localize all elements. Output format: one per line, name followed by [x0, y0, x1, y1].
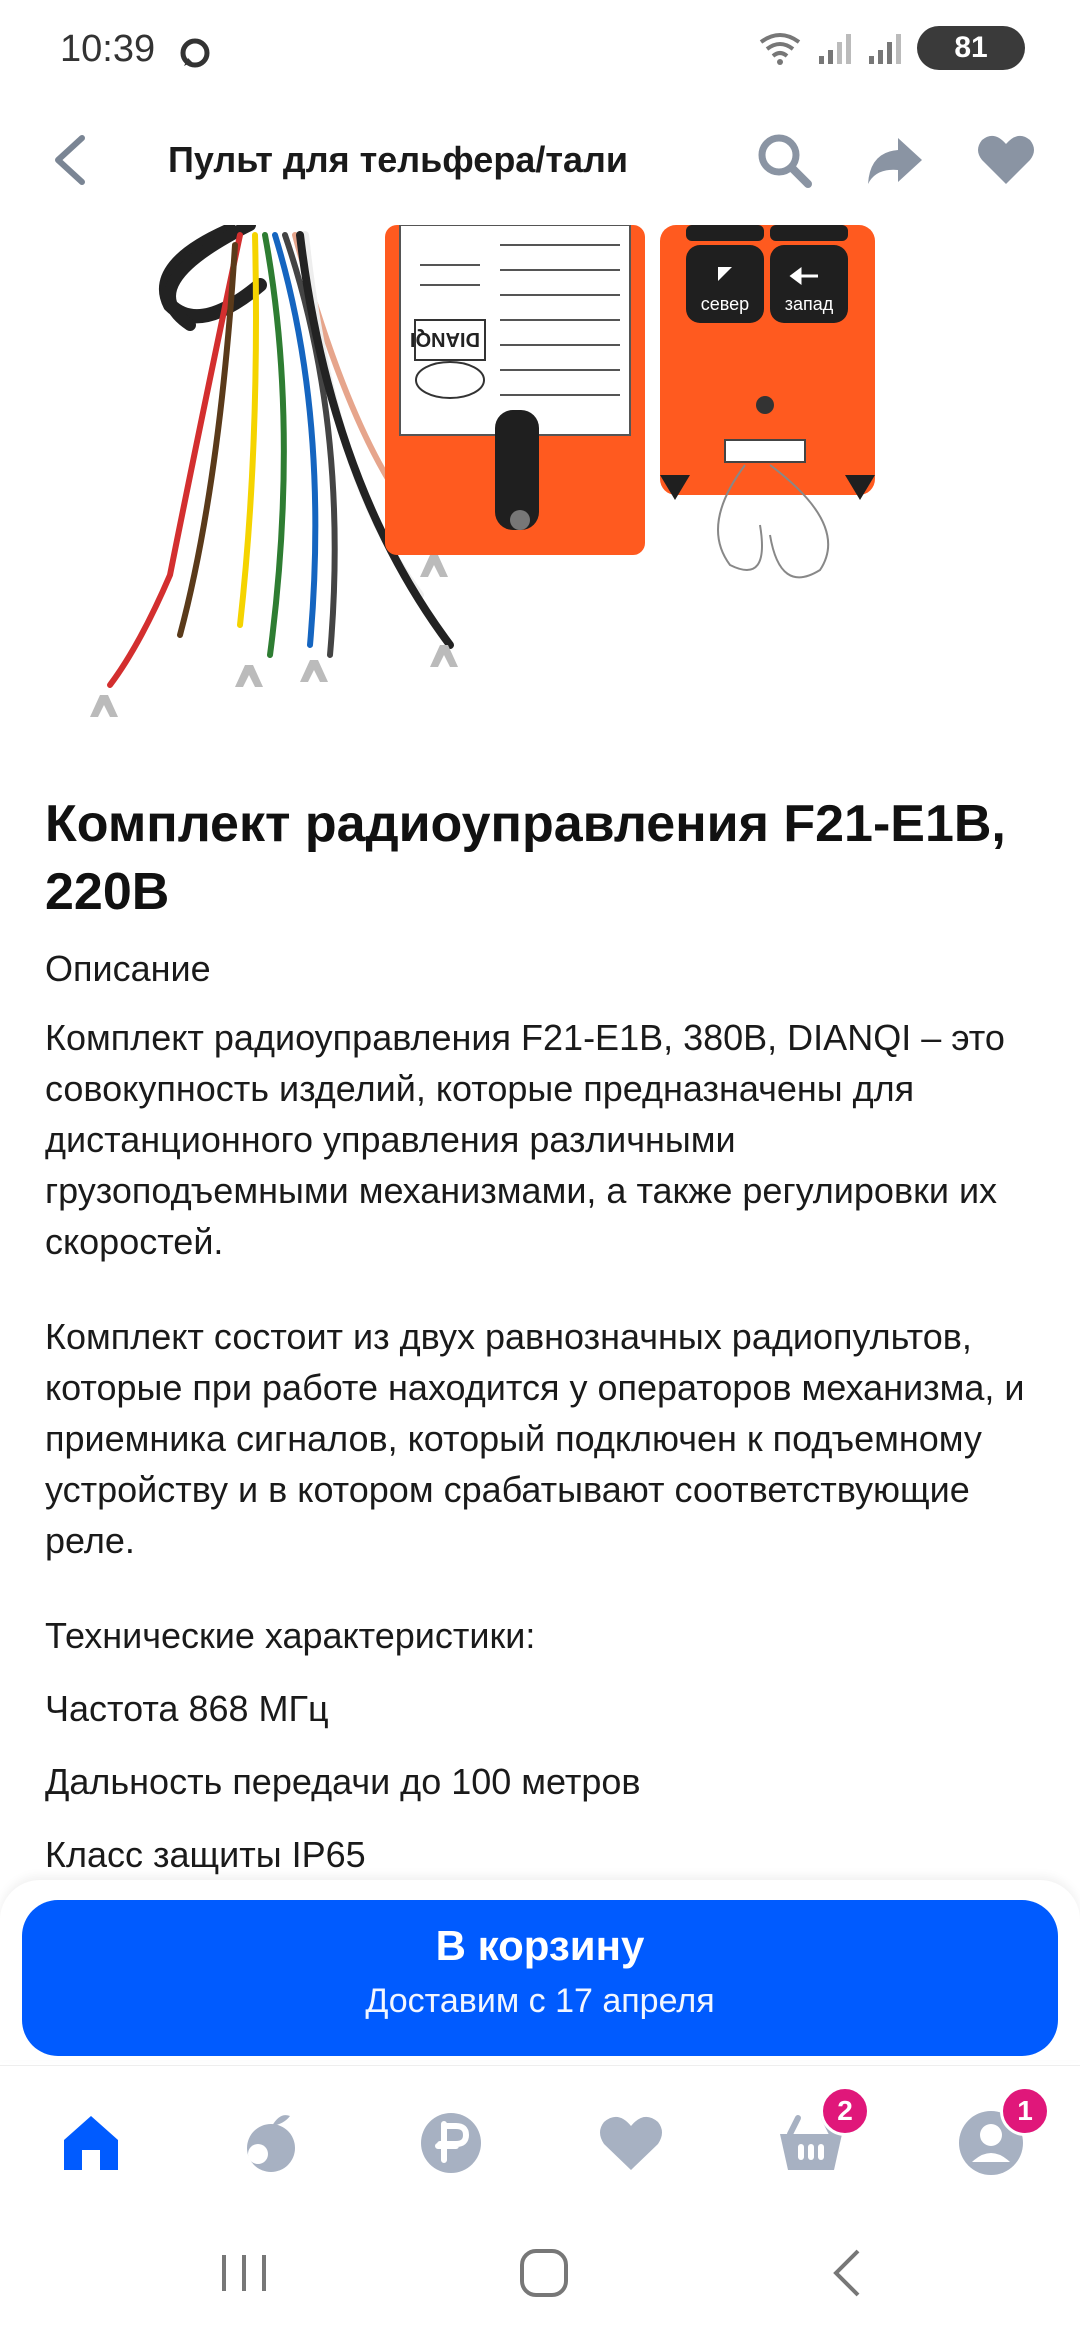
signal-icon-2: [867, 30, 903, 66]
description-paragraph: Комплект радиоуправления F21-E1B, 380В, DIANQI – это совокупность изделий, которые предназначены для дистанционного управления различными грузоподъемными механизмами, а также регулировки их скоростей.: [45, 1017, 1005, 1262]
product-title: Комплект радиоуправления F21-E1B, 220В: [45, 795, 1006, 921]
battery-level: 81: [954, 31, 988, 64]
favorite-heart-icon[interactable]: [974, 128, 1038, 192]
cart-nav-item[interactable]: [776, 2095, 853, 2178]
product-description: [45, 790, 1040, 1902]
clock: 10:39: [60, 28, 156, 70]
wifi-icon: [757, 30, 803, 66]
add-to-cart-label: В корзину: [435, 1922, 645, 1969]
button-right-label: запад: [784, 294, 834, 314]
button-left-label: север: [700, 294, 750, 314]
home-button-icon[interactable]: [514, 2243, 574, 2303]
spec-item: Дальность передачи до 100 метров: [45, 1761, 641, 1802]
status-bar: [0, 0, 1080, 100]
favorites-heart-icon[interactable]: [596, 2108, 666, 2178]
section-heading: Описание: [45, 948, 211, 989]
description-paragraph: Комплект состоит из двух равнозначных радиопультов, которые при работе находится у операторов механизма, и приемника сигналов, который подключен к подъемному устройству и в котором срабатывают соответствующие реле.: [45, 1316, 1025, 1561]
bottom-navigation: [0, 2065, 1080, 2206]
cart-count-badge: 2: [820, 2086, 870, 2136]
page-title: Пульт для тельфера/тали: [168, 139, 628, 180]
search-icon[interactable]: [752, 128, 816, 192]
system-navigation-bar: [0, 2205, 1080, 2340]
recent-apps-icon[interactable]: [214, 2243, 274, 2303]
fresh-apple-icon[interactable]: [236, 2108, 306, 2178]
add-to-cart-button[interactable]: [22, 1900, 1058, 2056]
signal-icon-1: [817, 30, 853, 66]
battery-indicator: [917, 26, 1025, 70]
profile-nav-item[interactable]: [956, 2095, 1033, 2178]
spec-item: Частота 868 МГц: [45, 1688, 329, 1729]
product-image[interactable]: [0, 225, 1080, 745]
spec-item: Класс защиты IP65: [45, 1834, 366, 1875]
specs-heading: Технические характеристики:: [45, 1615, 536, 1656]
chat-notification-icon: [178, 36, 212, 70]
brand-label: DIANQI: [410, 328, 480, 350]
top-app-bar: [0, 100, 1080, 225]
home-icon[interactable]: [56, 2108, 126, 2178]
share-icon[interactable]: [862, 128, 926, 192]
profile-notification-badge: 1: [1000, 2086, 1050, 2136]
delivery-date: Доставим с 17 апреля: [365, 1982, 715, 2020]
ruble-finance-icon[interactable]: [416, 2108, 486, 2178]
back-arrow-icon[interactable]: [48, 130, 92, 190]
back-button-icon[interactable]: [820, 2243, 880, 2303]
